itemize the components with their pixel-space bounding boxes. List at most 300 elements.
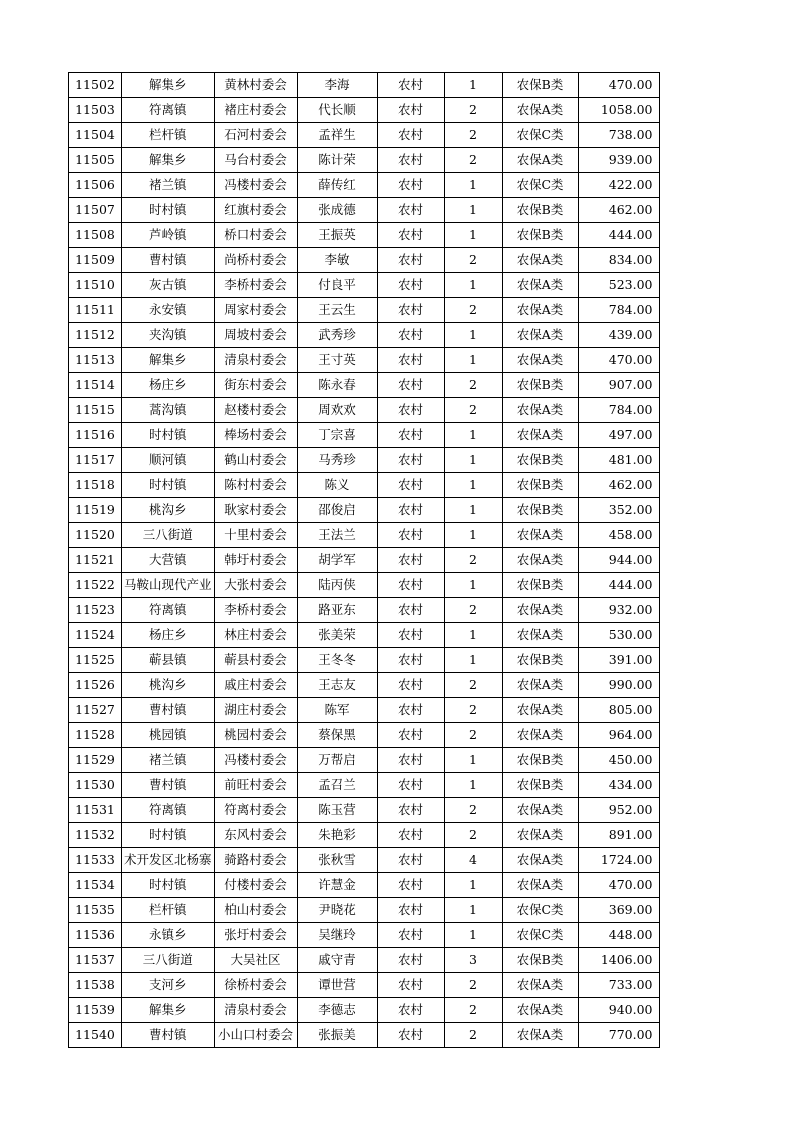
cell-id: 11503 [69, 98, 122, 123]
cell-name: 邵俊启 [297, 498, 377, 523]
table-row [69, 198, 660, 223]
cell-category: 农保A类 [502, 273, 578, 298]
cell-name: 孟祥生 [297, 123, 377, 148]
cell-id: 11518 [69, 473, 122, 498]
cell-type: 农村 [377, 748, 444, 773]
cell-count: 1 [444, 873, 502, 898]
cell-village: 十里村委会 [214, 523, 297, 548]
cell-name: 王振英 [297, 223, 377, 248]
cell-amount: 770.00 [578, 1023, 659, 1048]
cell-category: 农保A类 [502, 348, 578, 373]
cell-category: 农保A类 [502, 848, 578, 873]
cell-category: 农保A类 [502, 673, 578, 698]
cell-town: 符离镇 [122, 98, 215, 123]
cell-id: 11506 [69, 173, 122, 198]
table-row [69, 498, 660, 523]
cell-village: 清泉村委会 [214, 998, 297, 1023]
cell-category: 农保A类 [502, 423, 578, 448]
cell-category: 农保A类 [502, 298, 578, 323]
cell-name: 付良平 [297, 273, 377, 298]
table-row [69, 848, 660, 873]
cell-id: 11504 [69, 123, 122, 148]
cell-type: 农村 [377, 823, 444, 848]
cell-village: 大吴社区 [214, 948, 297, 973]
cell-village: 褚庄村委会 [214, 98, 297, 123]
cell-id: 11522 [69, 573, 122, 598]
table-row [69, 373, 660, 398]
table-row [69, 223, 660, 248]
cell-id: 11510 [69, 273, 122, 298]
cell-category: 农保B类 [502, 948, 578, 973]
cell-count: 1 [444, 223, 502, 248]
cell-type: 农村 [377, 173, 444, 198]
cell-amount: 444.00 [578, 223, 659, 248]
cell-count: 1 [444, 523, 502, 548]
cell-name: 陆丙侠 [297, 573, 377, 598]
cell-count: 1 [444, 623, 502, 648]
cell-village: 韩圩村委会 [214, 548, 297, 573]
cell-amount: 352.00 [578, 498, 659, 523]
cell-amount: 964.00 [578, 723, 659, 748]
cell-village: 红旗村委会 [214, 198, 297, 223]
table-row [69, 398, 660, 423]
cell-amount: 470.00 [578, 73, 659, 98]
cell-category: 农保B类 [502, 573, 578, 598]
cell-amount: 1406.00 [578, 948, 659, 973]
cell-name: 陈玉营 [297, 798, 377, 823]
cell-name: 谭世营 [297, 973, 377, 998]
cell-type: 农村 [377, 198, 444, 223]
cell-amount: 940.00 [578, 998, 659, 1023]
cell-amount: 470.00 [578, 348, 659, 373]
cell-town: 桃沟乡 [122, 673, 215, 698]
cell-amount: 369.00 [578, 898, 659, 923]
cell-type: 农村 [377, 98, 444, 123]
table-row [69, 898, 660, 923]
cell-type: 农村 [377, 648, 444, 673]
cell-id: 11529 [69, 748, 122, 773]
cell-type: 农村 [377, 898, 444, 923]
cell-category: 农保B类 [502, 373, 578, 398]
cell-count: 2 [444, 723, 502, 748]
cell-id: 11531 [69, 798, 122, 823]
cell-count: 2 [444, 823, 502, 848]
cell-town: 支河乡 [122, 973, 215, 998]
cell-id: 11512 [69, 323, 122, 348]
cell-village: 冯楼村委会 [214, 173, 297, 198]
cell-category: 农保B类 [502, 773, 578, 798]
cell-count: 2 [444, 798, 502, 823]
cell-town: 曹村镇 [122, 248, 215, 273]
cell-id: 11507 [69, 198, 122, 223]
cell-amount: 784.00 [578, 398, 659, 423]
cell-amount: 497.00 [578, 423, 659, 448]
cell-village: 林庄村委会 [214, 623, 297, 648]
table-row [69, 548, 660, 573]
cell-village: 石河村委会 [214, 123, 297, 148]
table-row [69, 73, 660, 98]
table-row [69, 773, 660, 798]
cell-village: 东风村委会 [214, 823, 297, 848]
cell-name: 张秋雪 [297, 848, 377, 873]
cell-amount: 990.00 [578, 673, 659, 698]
cell-id: 11534 [69, 873, 122, 898]
cell-id: 11530 [69, 773, 122, 798]
cell-name: 陈计荣 [297, 148, 377, 173]
cell-town: 时村镇 [122, 873, 215, 898]
cell-amount: 944.00 [578, 548, 659, 573]
cell-village: 耿家村委会 [214, 498, 297, 523]
cell-count: 1 [444, 923, 502, 948]
cell-id: 11524 [69, 623, 122, 648]
cell-count: 1 [444, 323, 502, 348]
cell-id: 11526 [69, 673, 122, 698]
table-row [69, 123, 660, 148]
table-row [69, 348, 660, 373]
cell-type: 农村 [377, 573, 444, 598]
cell-amount: 481.00 [578, 448, 659, 473]
cell-category: 农保B类 [502, 473, 578, 498]
cell-name: 蔡保黑 [297, 723, 377, 748]
cell-category: 农保A类 [502, 98, 578, 123]
cell-type: 农村 [377, 873, 444, 898]
cell-amount: 1724.00 [578, 848, 659, 873]
cell-village: 桥口村委会 [214, 223, 297, 248]
cell-village: 鹤山村委会 [214, 448, 297, 473]
cell-id: 11536 [69, 923, 122, 948]
table-row [69, 623, 660, 648]
cell-count: 1 [444, 573, 502, 598]
cell-village: 街东村委会 [214, 373, 297, 398]
table-row [69, 298, 660, 323]
cell-town: 杨庄乡 [122, 373, 215, 398]
cell-name: 王寸英 [297, 348, 377, 373]
cell-village: 徐桥村委会 [214, 973, 297, 998]
cell-town: 时村镇 [122, 198, 215, 223]
cell-name: 丁宗喜 [297, 423, 377, 448]
cell-name: 李海 [297, 73, 377, 98]
cell-town: 褚兰镇 [122, 173, 215, 198]
cell-category: 农保A类 [502, 1023, 578, 1048]
cell-village: 湖庄村委会 [214, 698, 297, 723]
cell-town: 褚兰镇 [122, 748, 215, 773]
cell-town: 夹沟镇 [122, 323, 215, 348]
cell-id: 11523 [69, 598, 122, 623]
benefit-table [68, 72, 660, 1048]
cell-town: 解集乡 [122, 998, 215, 1023]
cell-count: 2 [444, 123, 502, 148]
cell-town: 符离镇 [122, 798, 215, 823]
cell-town: 大营镇 [122, 548, 215, 573]
cell-category: 农保B类 [502, 198, 578, 223]
cell-town: 曹村镇 [122, 773, 215, 798]
cell-village: 棒场村委会 [214, 423, 297, 448]
cell-type: 农村 [377, 73, 444, 98]
cell-count: 1 [444, 73, 502, 98]
table-row [69, 173, 660, 198]
cell-name: 李敏 [297, 248, 377, 273]
cell-count: 1 [444, 648, 502, 673]
cell-type: 农村 [377, 548, 444, 573]
cell-village: 柏山村委会 [214, 898, 297, 923]
cell-category: 农保C类 [502, 923, 578, 948]
cell-type: 农村 [377, 773, 444, 798]
cell-town: 芦岭镇 [122, 223, 215, 248]
cell-town: 三八街道 [122, 523, 215, 548]
cell-category: 农保A类 [502, 248, 578, 273]
cell-category: 农保B类 [502, 498, 578, 523]
cell-amount: 891.00 [578, 823, 659, 848]
cell-town: 蕲县镇 [122, 648, 215, 673]
cell-id: 11520 [69, 523, 122, 548]
table-row [69, 323, 660, 348]
cell-category: 农保A类 [502, 323, 578, 348]
cell-village: 戚庄村委会 [214, 673, 297, 698]
cell-town: 曹村镇 [122, 1023, 215, 1048]
cell-type: 农村 [377, 148, 444, 173]
cell-count: 1 [444, 773, 502, 798]
cell-id: 11525 [69, 648, 122, 673]
table-row [69, 723, 660, 748]
cell-count: 2 [444, 598, 502, 623]
cell-village: 周家村委会 [214, 298, 297, 323]
cell-id: 11537 [69, 948, 122, 973]
cell-category: 农保B类 [502, 448, 578, 473]
cell-name: 张美荣 [297, 623, 377, 648]
cell-amount: 907.00 [578, 373, 659, 398]
cell-village: 桃园村委会 [214, 723, 297, 748]
cell-town: 解集乡 [122, 73, 215, 98]
cell-name: 马秀珍 [297, 448, 377, 473]
cell-count: 1 [444, 348, 502, 373]
cell-town: 时村镇 [122, 423, 215, 448]
cell-name: 万帮启 [297, 748, 377, 773]
cell-count: 4 [444, 848, 502, 873]
cell-amount: 939.00 [578, 148, 659, 173]
cell-type: 农村 [377, 798, 444, 823]
cell-amount: 450.00 [578, 748, 659, 773]
cell-count: 1 [444, 898, 502, 923]
cell-type: 农村 [377, 673, 444, 698]
cell-name: 陈军 [297, 698, 377, 723]
cell-id: 11540 [69, 1023, 122, 1048]
cell-category: 农保A类 [502, 523, 578, 548]
cell-count: 2 [444, 973, 502, 998]
cell-village: 小山口村委会 [214, 1023, 297, 1048]
cell-count: 2 [444, 373, 502, 398]
cell-amount: 444.00 [578, 573, 659, 598]
cell-town: 解集乡 [122, 348, 215, 373]
cell-name: 路亚东 [297, 598, 377, 623]
cell-category: 农保A类 [502, 823, 578, 848]
cell-village: 付楼村委会 [214, 873, 297, 898]
cell-amount: 523.00 [578, 273, 659, 298]
cell-name: 周欢欢 [297, 398, 377, 423]
cell-name: 王冬冬 [297, 648, 377, 673]
cell-type: 农村 [377, 273, 444, 298]
cell-amount: 422.00 [578, 173, 659, 198]
cell-id: 11528 [69, 723, 122, 748]
cell-category: 农保A类 [502, 148, 578, 173]
cell-village: 李桥村委会 [214, 273, 297, 298]
cell-town: 永镇乡 [122, 923, 215, 948]
cell-town: 马鞍山现代产业 [122, 573, 215, 598]
cell-amount: 952.00 [578, 798, 659, 823]
cell-village: 马台村委会 [214, 148, 297, 173]
table-row [69, 823, 660, 848]
cell-village: 蕲县村委会 [214, 648, 297, 673]
cell-category: 农保B类 [502, 648, 578, 673]
cell-amount: 462.00 [578, 198, 659, 223]
cell-type: 农村 [377, 473, 444, 498]
cell-name: 吴继玲 [297, 923, 377, 948]
cell-village: 骑路村委会 [214, 848, 297, 873]
cell-category: 农保A类 [502, 598, 578, 623]
cell-id: 11527 [69, 698, 122, 723]
cell-category: 农保C类 [502, 173, 578, 198]
cell-id: 11514 [69, 373, 122, 398]
cell-id: 11513 [69, 348, 122, 373]
cell-name: 王云生 [297, 298, 377, 323]
cell-id: 11515 [69, 398, 122, 423]
table-row [69, 748, 660, 773]
cell-type: 农村 [377, 923, 444, 948]
cell-name: 尹晓花 [297, 898, 377, 923]
cell-category: 农保A类 [502, 973, 578, 998]
cell-village: 黄林村委会 [214, 73, 297, 98]
table-row [69, 998, 660, 1023]
table-row [69, 423, 660, 448]
cell-amount: 448.00 [578, 923, 659, 948]
table-row [69, 448, 660, 473]
cell-village: 前旺村委会 [214, 773, 297, 798]
cell-name: 孟召兰 [297, 773, 377, 798]
cell-name: 许慧金 [297, 873, 377, 898]
cell-type: 农村 [377, 1023, 444, 1048]
cell-count: 1 [444, 173, 502, 198]
cell-count: 2 [444, 673, 502, 698]
cell-category: 农保B类 [502, 748, 578, 773]
cell-village: 周坡村委会 [214, 323, 297, 348]
cell-type: 农村 [377, 448, 444, 473]
table-row [69, 648, 660, 673]
cell-count: 1 [444, 748, 502, 773]
table-row [69, 948, 660, 973]
cell-category: 农保C类 [502, 898, 578, 923]
table-row [69, 1023, 660, 1048]
cell-amount: 391.00 [578, 648, 659, 673]
cell-count: 1 [444, 473, 502, 498]
cell-town: 解集乡 [122, 148, 215, 173]
table-row [69, 973, 660, 998]
cell-id: 11502 [69, 73, 122, 98]
cell-type: 农村 [377, 298, 444, 323]
cell-amount: 784.00 [578, 298, 659, 323]
cell-id: 11509 [69, 248, 122, 273]
cell-id: 11508 [69, 223, 122, 248]
table-body [69, 73, 660, 1048]
cell-amount: 733.00 [578, 973, 659, 998]
cell-type: 农村 [377, 848, 444, 873]
cell-name: 李德志 [297, 998, 377, 1023]
cell-type: 农村 [377, 498, 444, 523]
cell-town: 杨庄乡 [122, 623, 215, 648]
cell-amount: 1058.00 [578, 98, 659, 123]
cell-type: 农村 [377, 948, 444, 973]
cell-type: 农村 [377, 998, 444, 1023]
cell-town: 灰古镇 [122, 273, 215, 298]
cell-type: 农村 [377, 698, 444, 723]
cell-category: 农保A类 [502, 548, 578, 573]
table-row [69, 873, 660, 898]
cell-count: 1 [444, 498, 502, 523]
cell-count: 2 [444, 98, 502, 123]
cell-name: 张振美 [297, 1023, 377, 1048]
cell-amount: 458.00 [578, 523, 659, 548]
cell-amount: 434.00 [578, 773, 659, 798]
cell-town: 术开发区北杨寨 [122, 848, 215, 873]
cell-id: 11519 [69, 498, 122, 523]
table-row [69, 573, 660, 598]
cell-amount: 738.00 [578, 123, 659, 148]
cell-type: 农村 [377, 373, 444, 398]
cell-type: 农村 [377, 223, 444, 248]
cell-amount: 439.00 [578, 323, 659, 348]
cell-name: 胡学军 [297, 548, 377, 573]
cell-count: 2 [444, 398, 502, 423]
cell-amount: 805.00 [578, 698, 659, 723]
table-row [69, 523, 660, 548]
cell-count: 2 [444, 248, 502, 273]
cell-town: 蒿沟镇 [122, 398, 215, 423]
cell-amount: 834.00 [578, 248, 659, 273]
cell-town: 桃园镇 [122, 723, 215, 748]
cell-category: 农保A类 [502, 998, 578, 1023]
cell-category: 农保B类 [502, 223, 578, 248]
cell-id: 11505 [69, 148, 122, 173]
cell-count: 1 [444, 198, 502, 223]
cell-name: 陈义 [297, 473, 377, 498]
cell-count: 3 [444, 948, 502, 973]
cell-type: 农村 [377, 598, 444, 623]
cell-type: 农村 [377, 423, 444, 448]
cell-category: 农保C类 [502, 123, 578, 148]
cell-id: 11535 [69, 898, 122, 923]
cell-town: 时村镇 [122, 823, 215, 848]
cell-town: 栏杆镇 [122, 898, 215, 923]
cell-count: 1 [444, 273, 502, 298]
cell-town: 时村镇 [122, 473, 215, 498]
cell-category: 农保A类 [502, 873, 578, 898]
cell-amount: 932.00 [578, 598, 659, 623]
cell-category: 农保A类 [502, 723, 578, 748]
cell-id: 11521 [69, 548, 122, 573]
cell-name: 代长顺 [297, 98, 377, 123]
cell-name: 薛传红 [297, 173, 377, 198]
cell-village: 尚桥村委会 [214, 248, 297, 273]
cell-type: 农村 [377, 723, 444, 748]
table-row [69, 673, 660, 698]
cell-village: 冯楼村委会 [214, 748, 297, 773]
cell-count: 2 [444, 298, 502, 323]
table-row [69, 923, 660, 948]
cell-count: 2 [444, 1023, 502, 1048]
table-row [69, 698, 660, 723]
cell-name: 王法兰 [297, 523, 377, 548]
table-row [69, 798, 660, 823]
cell-category: 农保A类 [502, 698, 578, 723]
cell-village: 符离村委会 [214, 798, 297, 823]
